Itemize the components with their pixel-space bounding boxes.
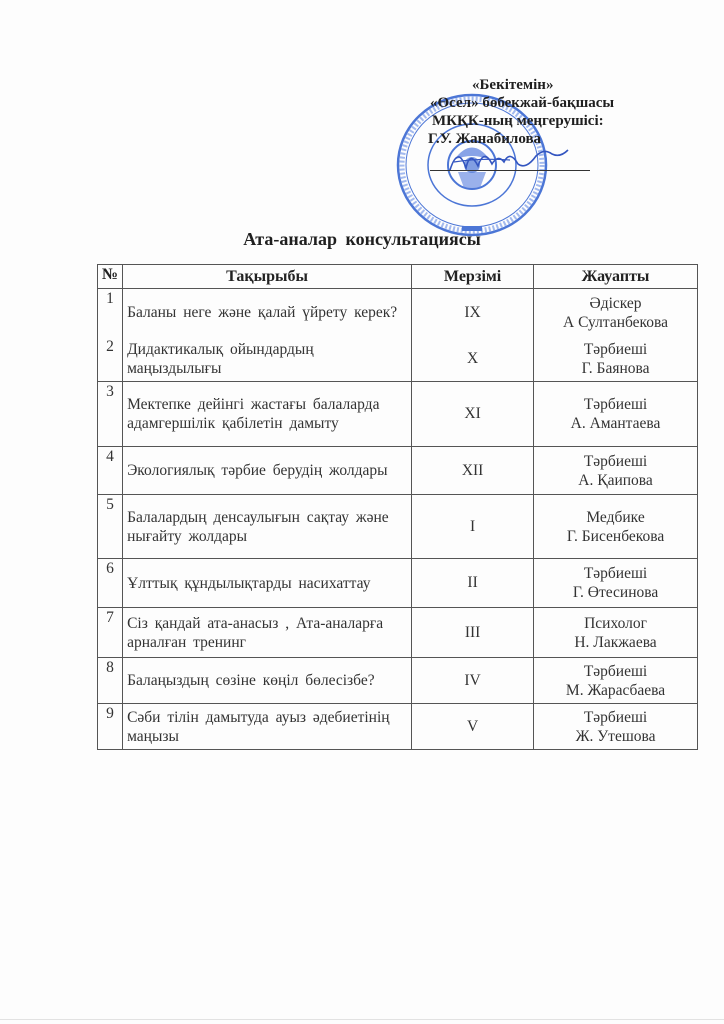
approval-name: Г.У. Жанабилова xyxy=(428,131,542,147)
row-number: 8 xyxy=(98,658,123,704)
header-topic: Тақырыбы xyxy=(123,265,412,289)
table-row xyxy=(98,658,698,704)
responsible-role: Тәрбиеші xyxy=(583,340,648,358)
responsible-name: Г. Баянова xyxy=(581,359,650,377)
row-topic: Ұлттық құндылықтарды насихаттау xyxy=(123,559,412,608)
row-responsible xyxy=(534,608,698,658)
responsible-role: Медбике xyxy=(586,508,645,526)
approval-block xyxy=(428,76,688,148)
row-topic: Экологиялық тәрбие берудің жолдары xyxy=(123,447,412,495)
document-title: Ата-аналар консультациясы xyxy=(243,229,481,249)
row-number: 1 xyxy=(98,289,123,337)
row-topic: Балаңыздың сөзіне көңіл бөлесізбе? xyxy=(123,658,412,704)
responsible-name: А. Амантаева xyxy=(570,415,661,432)
row-number: 4 xyxy=(98,447,123,495)
row-date: I xyxy=(412,495,534,559)
approval-heading: «Бекітемін» xyxy=(472,77,554,93)
row-topic: Дидактикалық ойындардың маңыздылығы xyxy=(123,337,412,382)
responsible-role: Тәрбиеші xyxy=(583,565,648,582)
row-responsible xyxy=(534,382,698,447)
row-number: 7 xyxy=(98,608,123,658)
approval-organization: «Өсел» бөбекжай-бақшасы xyxy=(430,95,615,111)
row-number: 9 xyxy=(98,704,123,750)
row-date: IX xyxy=(412,289,534,337)
responsible-role: Психолог xyxy=(584,614,647,632)
table-row xyxy=(98,447,698,495)
row-topic: Баланы неге және қалай үйрету керек? xyxy=(123,289,412,337)
responsible-name: Н. Лакжаева xyxy=(574,633,657,651)
header-number: № xyxy=(98,265,123,289)
row-responsible xyxy=(534,704,698,750)
responsible-name: Г. Өтесинова xyxy=(572,584,659,601)
row-topic: Сәби тілін дамытуда ауыз әдебиетінің маңызы xyxy=(123,704,412,750)
row-number: 2 xyxy=(98,337,123,382)
row-topic: Мектепке дейінгі жастағы балаларда адамгершілік қабілетін дамыту xyxy=(123,382,412,447)
responsible-role: Тәрбиеші xyxy=(583,662,648,680)
row-date: III xyxy=(412,608,534,658)
row-responsible xyxy=(534,658,698,704)
table-row xyxy=(98,704,698,750)
table-header-row xyxy=(98,265,698,289)
responsible-role: Тәрбиеші xyxy=(583,452,648,470)
responsible-name: М. Жарасбаева xyxy=(565,681,666,699)
table-row xyxy=(98,289,698,337)
row-topic: Сіз қандай ата-анасыз , Ата-аналарға арналған тренинг xyxy=(123,608,412,658)
row-date: V xyxy=(412,704,534,750)
row-responsible xyxy=(534,289,698,337)
row-number: 6 xyxy=(98,559,123,608)
table-row xyxy=(98,337,698,382)
consultation-table xyxy=(97,264,698,750)
handwritten-signature xyxy=(440,140,570,180)
page-edge-line xyxy=(0,1019,724,1020)
row-responsible xyxy=(534,337,698,382)
header-date: Мерзімі xyxy=(412,265,534,289)
table-row xyxy=(98,559,698,608)
row-date: X xyxy=(412,337,534,382)
header-responsible: Жауапты xyxy=(534,265,698,289)
row-date: XII xyxy=(412,447,534,495)
row-number: 3 xyxy=(98,382,123,447)
table-row xyxy=(98,382,698,447)
row-topic: Балалардың денсаулығын сақтау және нығайту жолдары xyxy=(123,495,412,559)
row-responsible xyxy=(534,559,698,608)
row-responsible xyxy=(534,447,698,495)
responsible-role: Әдіскер xyxy=(589,294,642,312)
approval-position: МКҚК-ның меңгерушісі: xyxy=(432,113,604,129)
row-date: IV xyxy=(412,658,534,704)
responsible-role: Тәрбиеші xyxy=(583,396,648,413)
row-date: II xyxy=(412,559,534,608)
row-number: 5 xyxy=(98,495,123,559)
responsible-role: Тәрбиеші xyxy=(583,708,648,726)
responsible-name: Ж. Утешова xyxy=(575,727,656,745)
table-row xyxy=(98,495,698,559)
row-date: XI xyxy=(412,382,534,447)
row-responsible xyxy=(534,495,698,559)
responsible-name: Г. Бисенбекова xyxy=(566,527,665,545)
table-row xyxy=(98,608,698,658)
signature-line xyxy=(430,170,590,171)
responsible-name: А Султанбекова xyxy=(563,313,669,331)
responsible-name: А. Қаипова xyxy=(578,471,653,489)
